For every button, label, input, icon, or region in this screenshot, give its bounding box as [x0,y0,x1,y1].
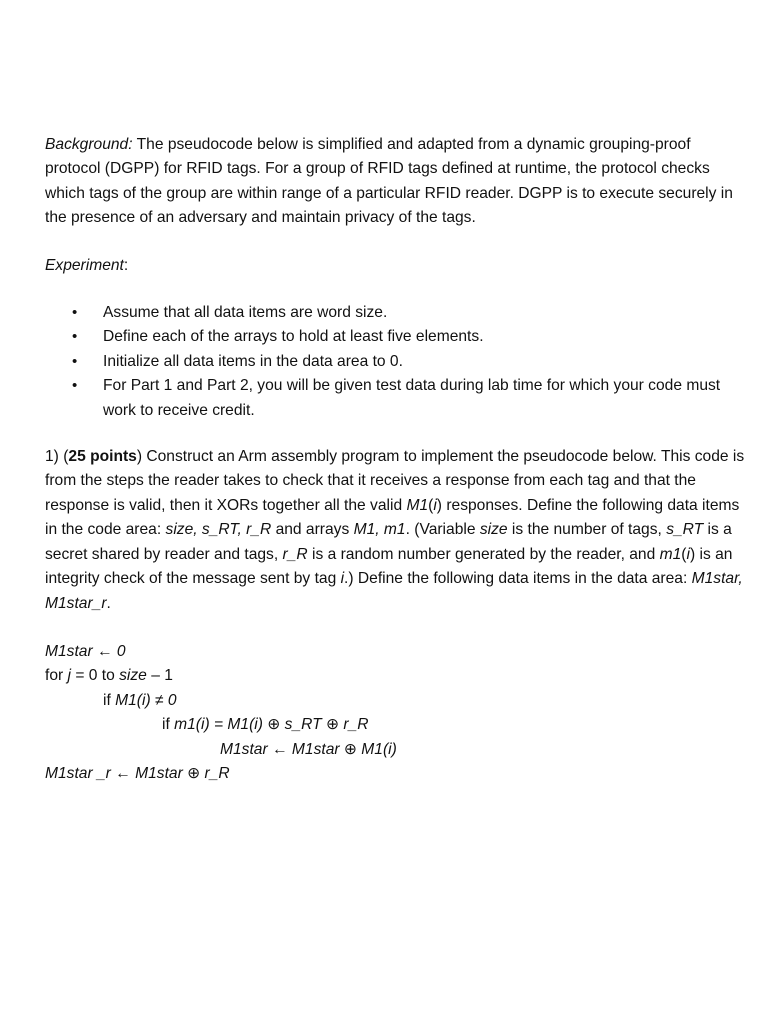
points-label: 25 points [68,448,137,466]
document-page [45,133,750,786]
list-item: • Assume that all data items are word size. [45,301,750,325]
bullet-icon: • [72,304,78,322]
pseudocode-line: if m1(i) = M1(i) ⊕ s_RT ⊕ r_R [162,716,369,734]
experiment-heading: Experiment: [45,256,129,274]
pseudocode-line: for j = 0 to size – 1 [45,667,173,685]
pseudocode-line: M1star _r ← M1star ⊕ r_R [45,764,230,782]
bullet-icon: • [72,352,78,370]
background-label: Background: [45,136,133,153]
bullet-icon: • [72,377,78,395]
list-item: • For Part 1 and Part 2, you will be given test data during lab time for which your code must work to receive credit. [45,374,750,423]
background-paragraph [45,133,750,231]
pseudocode-line: M1star ← 0 [45,642,126,660]
list-item: • Initialize all data items in the data area to 0. [45,350,750,374]
background-text: The pseudocode below is simplified and adapted from a dynamic grouping-proof protocol (DGPP) for RFID tags. For a group of RFID tags defined at runtime, the protocol checks which tags of the group are within range of a particular RFID reader. DGPP is to execute securely in the presence of an adversary and maintain privacy of the tags. [45,136,733,227]
pseudocode-line: if M1(i) ≠ 0 [103,691,177,709]
list-item: • Define each of the arrays to hold at least five elements. [45,325,750,349]
experiment-label: Experiment [45,256,124,274]
question-paragraph: 1) (25 points) Construct an Arm assembly program to implement the pseudocode below. This code is from the steps the reader takes to check that it receives a response from each tag and that the response is valid, then it XORs together all the valid M1(i) responses. Define the following data items in the code area: size, s_RT, r_R and arrays M1, m1. (Variable size is the number of tags, s_RT is a secret shared by reader and tags, r_R is a random number generated by the reader, and m1(i) is an integrity check of the message sent by tag i.) Define the following data items in the data area: M1star, M1star_r. [45,448,745,612]
bullet-icon: • [72,328,78,346]
pseudocode-block [45,640,750,786]
experiment-list [45,301,750,423]
pseudocode-line: M1star ← M1star ⊕ M1(i) [220,740,397,758]
